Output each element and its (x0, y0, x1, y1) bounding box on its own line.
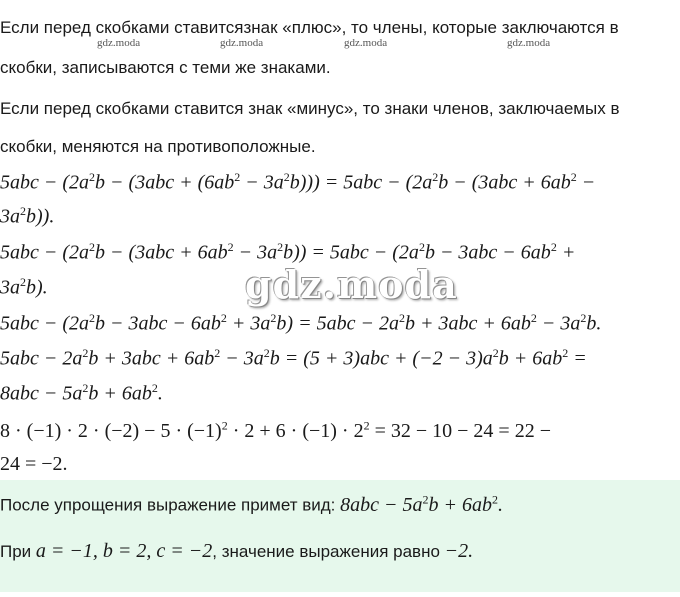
value-suffix: , значение выражения равно (212, 542, 440, 561)
minus-rule-line1: Если перед скобками ставится знак «минус», то знаки членов, заключаемых в (0, 99, 620, 118)
simplified-expression: $8abc - 5a^2b + 6ab^2$. (340, 492, 504, 516)
equation-line-2: $3a^2b$)). (0, 204, 55, 228)
plus-rule-line2: скобки, записываются с теми же знаками. (0, 58, 331, 77)
equation-line-5: $5abc - (2a^2b - 3abc - 6ab^2 + 3a^2b) = 5abc - 2a^2b + 3abc + 6ab^2 - 3a^2b$. (0, 311, 602, 335)
minus-rule-line2: скобки, меняются на противоположные. (0, 137, 316, 156)
simplified-prefix: После упрощения выражение примет вид: (0, 495, 336, 515)
watermark-small: gdz.moda (97, 37, 141, 49)
value-prefix: При (0, 542, 32, 561)
watermark-small: gdz.moda (507, 37, 551, 49)
equation-line-8: $8 \cdot (-1) \cdot 2 \cdot (-2) - 5 \cdot (-1)^2 \cdot 2 + 6 \cdot (-1) \cdot 2^2 = 32 - 10 - 24 = 22$ − (0, 418, 551, 442)
equation-line-7: $8abc - 5a^2b + 6ab^2$. (0, 381, 163, 405)
plus-rule-line1: Если перед скобками ставитсязнак «плюс», то члены, которые заключаются в (0, 18, 619, 37)
equation-line-4: $3a^2b$). (0, 275, 48, 299)
watermark-small: gdz.moda (344, 37, 388, 49)
equation-line-3: $5abc - (2a^2b - (3abc + 6ab^2 - 3a^2b)) = 5abc - (2a^2b - 3abc - 6ab^2$ + (0, 240, 576, 264)
result-value: −2. (444, 540, 474, 562)
watermark-small: gdz.moda (220, 37, 264, 49)
conclusion-block (0, 480, 680, 592)
watermark-large: gdz.moda (245, 262, 458, 307)
equation-line-1: $5abc - (2a^2b - (3abc + (6ab^2 - 3a^2b))) = 5abc - (2a^2b - (3abc + 6ab^2$ − (0, 170, 596, 194)
equation-line-9: 24 = −2. (0, 453, 68, 475)
value-line (0, 540, 473, 563)
simplified-expression-line (0, 492, 503, 517)
variable-values: a = −1, b = 2, c = −2 (35, 540, 213, 562)
equation-line-6: $5abc - 2a^2b + 3abc + 6ab^2 - 3a^2b = (5 + 3)abc + (-2 - 3)a^2b + 6ab^2$ = (0, 346, 587, 370)
